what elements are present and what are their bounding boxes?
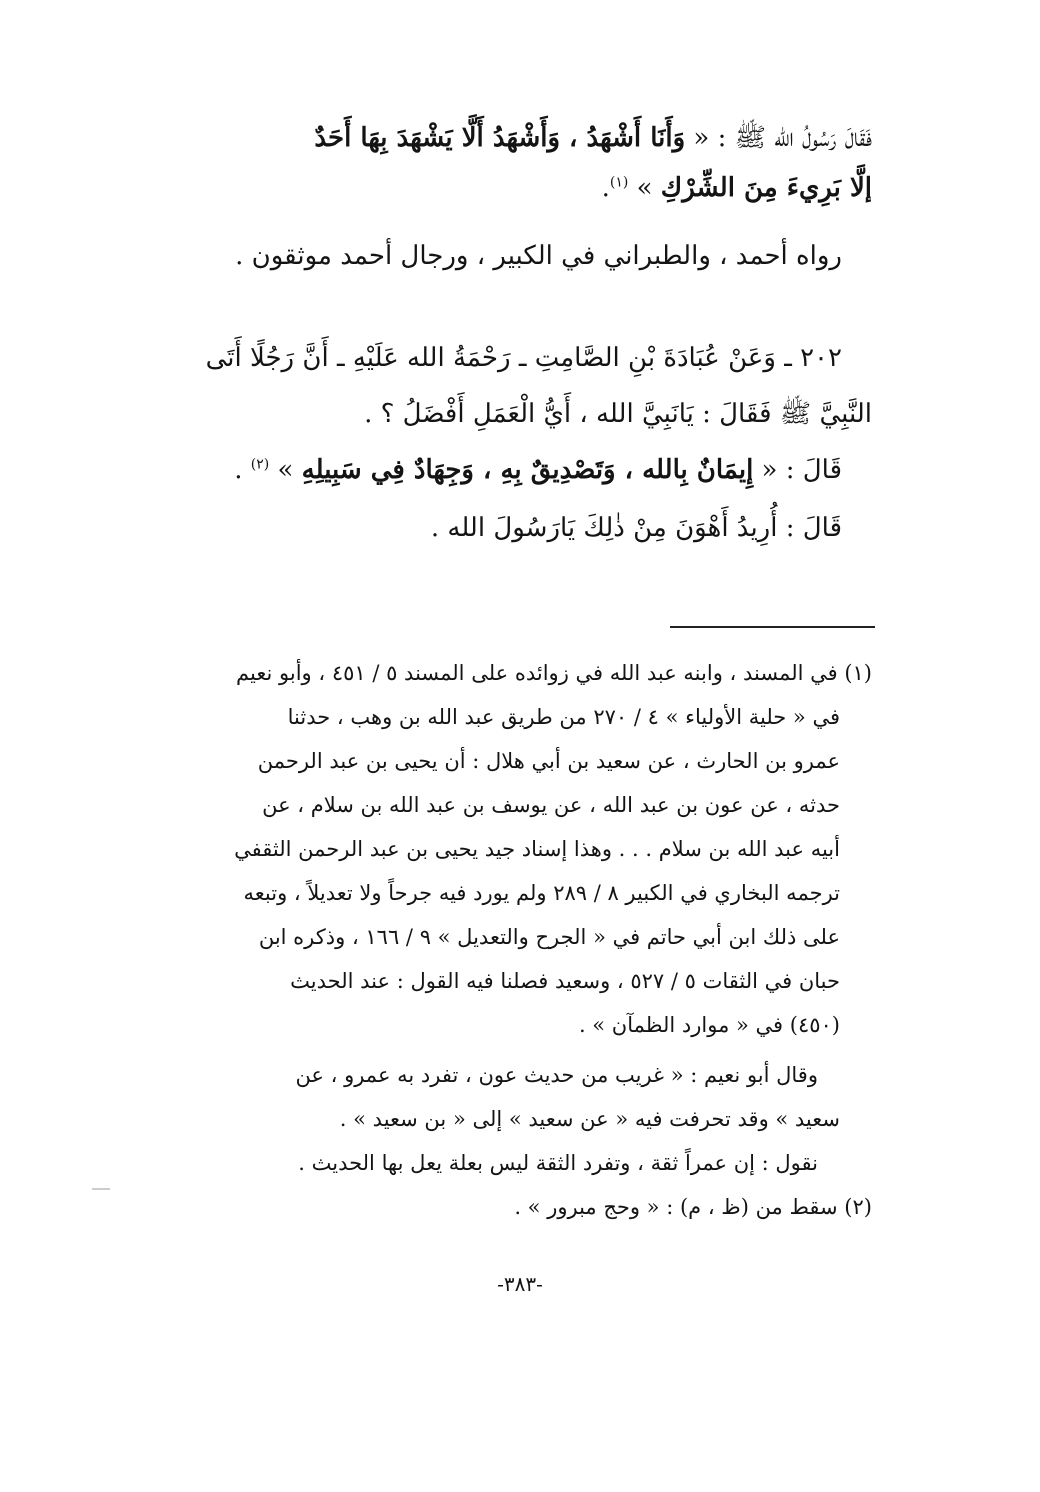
page-number: -٣٨٣- [497,1272,543,1296]
footnote-1-line-4: حدثه ، عن عون بن عبد الله ، عن يوسف بن عبد الله بن سلام ، عن [262,793,840,817]
footnote-2: (٢) سقط من (ظ ، م) : « وحج مبرور » . [514,1195,872,1219]
quote-close: » [628,173,661,203]
period: . [601,173,610,203]
footnote-1-line-10: وقال أبو نعيم : « غريب من حديث عون ، تفرد به عمرو ، عن [295,1063,818,1087]
footnote-1-line-6: ترجمه البخاري في الكبير ٨ / ٢٨٩ ولم يورد فيه جرحاً ولا تعديلاً ، وتبعه [243,881,840,905]
quote-close: » [269,455,302,485]
footnote-1-line-3: عمرو بن الحارث ، عن سعيد بن أبي هلال : أن يحيى بن عبد الرحمن [257,749,840,773]
period: . [234,455,251,485]
hadith-202-line-4: قَالَ : أُرِيدُ أَهْوَنَ مِنْ ذٰلِكَ يَارَسُولَ الله . [430,513,842,543]
footnote-ref-2: (٢) [250,456,270,473]
hadith-202-line-1: ٢٠٢ ـ وَعَنْ عُبَادَةَ بْنِ الصَّامِتِ ـ رَحْمَةُ الله عَلَيْهِ ـ أَنَّ رَجُلًا أَتَى [205,343,842,373]
narration-intro: فَقَالَ رَسُولُ الله ﷺ : « [685,123,872,153]
prophet-quote-end: إلَّا بَرِيءَ مِنَ الشِّرْكِ [660,173,872,203]
prophet-quote: وَأَنَا أَشْهَدُ ، وَأَشْهَدُ أَلَّا يَشْهَدَ بِهَا أَحَدٌ [314,123,686,153]
footnote-1-line-11: سعيد » وقد تحرفت فيه « عن سعيد » إلى « بن سعيد » . [339,1107,840,1131]
scan-speck [92,1188,110,1190]
qala-label: قَالَ : « [753,455,842,485]
footnote-1-line-5: أبيه عبد الله بن سلام . . . وهذا إسناد جيد يحيى بن عبد الرحمن الثقفي [234,837,840,861]
footnote-ref-1: (١) [609,174,629,191]
hadith-202-line-3 [234,454,842,487]
footnote-1-line-8: حبان في الثقات ٥ / ٥٢٧ ، وسعيد فصلنا فيه القول : عند الحديث [290,969,840,993]
hadith-line-2 [602,172,872,205]
hadith-line-1 [314,122,872,155]
prophet-answer: إِيمَانٌ بِالله ، وَتَصْدِيقٌ بِهِ ، وَجِهَادٌ فِي سَبِيلِهِ [301,455,754,485]
footnote-1-line-2: في « حلية الأولياء » ٤ / ٢٧٠ من طريق عبد الله بن وهب ، حدثنا [287,705,840,729]
footnote-1-line-12: نقول : إن عمراً ثقة ، وتفرد الثقة ليس بعلة يعل بها الحديث . [298,1151,818,1175]
hadith-202-line-2: النَّبِيَّ ﷺ فَقَالَ : يَانَبِيَّ الله ، أَيُّ الْعَمَلِ أَفْضَلُ ؟ . [364,399,872,429]
footnote-1-line-1: (١) في المسند ، وابنه عبد الله في زوائده على المسند ٥ / ٤٥١ ، وأبو نعيم [236,661,872,685]
footnote-1-line-9: (٤٥٠) في « موارد الظمآن » . [578,1013,840,1037]
footnote-separator [670,626,875,628]
footnote-1-line-7: على ذلك ابن أبي حاتم في « الجرح والتعديل » ٩ / ١٦٦ ، وذكره ابن [258,925,840,949]
source-note: رواه أحمد ، والطبراني في الكبير ، ورجال أحمد موثقون . [235,241,842,271]
